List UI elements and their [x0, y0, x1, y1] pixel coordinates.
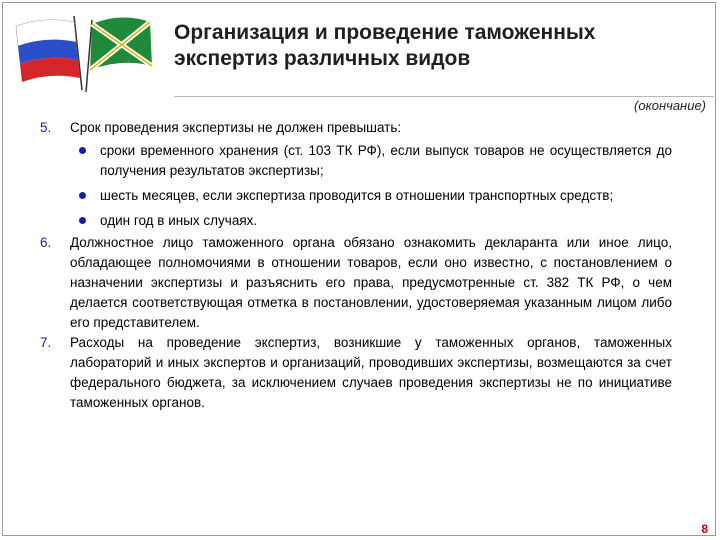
bullet-item	[40, 211, 672, 231]
flags-logo	[8, 12, 158, 92]
bullet-dot-icon	[79, 217, 86, 224]
title-divider	[174, 96, 714, 97]
list-item-5	[40, 118, 672, 138]
bullet-text: сроки временного хранения (ст. 103 ТК РФ), если выпуск товаров не осуществляется до получения результатов экспертизы;	[100, 143, 672, 178]
slide-body	[40, 118, 672, 413]
russian-flag-icon	[16, 16, 82, 90]
item-text: Должностное лицо таможенного органа обязано ознакомить декларанта или иное лицо, обладающее полномочиями в отношении товаров, если оно известно, с постановлением о назначении экспертизы и разъяснить его права, предусмотренные ст. 382 ТК РФ, о чем делается соответствующая отметка в постановлении, удостоверяемая указанным лицом либо его представителем.	[70, 235, 672, 330]
list-item-6	[40, 233, 672, 333]
item-number: 6.	[40, 235, 52, 250]
bullet-dot-icon	[79, 147, 86, 154]
item-number: 5.	[40, 120, 52, 135]
bullet-list	[40, 141, 672, 231]
list-item-7	[40, 333, 672, 413]
customs-flag-icon	[86, 17, 152, 92]
item-number: 7.	[40, 335, 52, 350]
bullet-item	[40, 141, 672, 181]
page-number: 8	[701, 522, 708, 536]
item-text: Расходы на проведение экспертиз, возникшие у таможенных органов, таможенных лабораторий и иных экспертов и организаций, проводивших экспертизы, возмещаются за счет федерального бюджета, за исключением случаев проведения экспертизы не по инициативе таможенных органов.	[70, 335, 672, 410]
bullet-text: шесть месяцев, если экспертиза проводится в отношении транспортных средств;	[100, 188, 614, 203]
bullet-text: один год в иных случаях.	[100, 213, 258, 228]
item-text: Срок проведения экспертизы не должен превышать:	[70, 120, 402, 135]
bullet-dot-icon	[79, 192, 86, 199]
bullet-item	[40, 186, 672, 206]
slide-subtitle: (окончание)	[634, 98, 706, 113]
slide-title: Организация и проведение таможенных экспертиз различных видов	[174, 21, 596, 70]
